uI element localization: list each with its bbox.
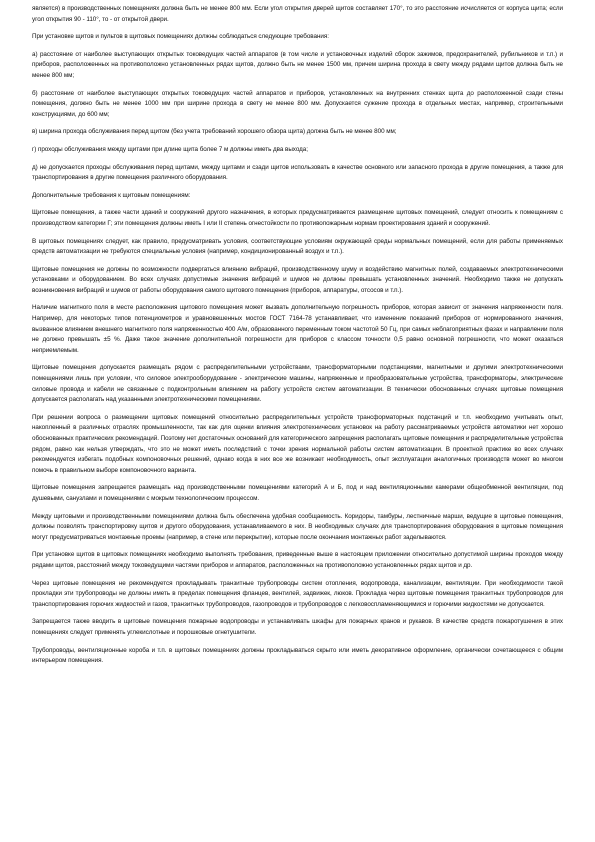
paragraph-item-g: г) проходы обслуживания между щитами при длине щита более 7 м должны иметь два выхода;	[32, 145, 308, 153]
paragraph-item-d: д) не допускается проходы обслуживания перед щитами, между щитами и сзади щитов использовать в качестве основного или запасного прохода в другие помещения, а также для транспортирования в другие помещения различного оборудования.	[32, 163, 563, 182]
paragraph-environment: В щитовых помещениях следует, как правило, предусматривать условия, соответствующие условиям окружающей среды нормальных помещений, если для работы применяемых средств автоматизации не требуются специальные условия (например, кондиционированный воздух и т.п.).	[32, 237, 563, 256]
paragraph-installation-requirements: При установке щитов в щитовых помещениях необходимо выполнять требования, приведенные выше в настоящем приложении относительно допустимой ширины проходов между рядами щитов, расстояний между токоведущими частями приборов и аппаратов, расположенных на противоположно установленных рядах щитов и др.	[32, 551, 563, 569]
paragraph-placement-near-electrical: Щитовые помещения допускается размещать рядом с распределительными устройствами, трансформаторными подстанциями, магнитными и другими электротехническими помещениями лишь при условии, что силовое электрооборудование - электрические машины, напряженные и преобразовательные устройства, трансформаторы, электрические силовые провода и кабели не связанные с подконтрольным влиянием на работу устройств систем автоматизации. В технически обоснованных случаях щитовые помещения допускается располагать над указанными электротехническими помещениями.	[32, 364, 563, 404]
paragraph-vibration: Щитовые помещения не должны по возможности подвергаться влиянию вибраций, производственному шуму и воздействию магнитных полей, создаваемых электротехническими установками и оборудованием. Во всех случаях допустимые значения вибраций и шумов не должны превышать установленных значений. Необходимо также не допускать возникновения вибраций и шумов от работы оборудования самого щитового помещения (приборов, аппаратуры, отсосов и т.п.).	[32, 265, 563, 294]
section-heading-additional: Дополнительные требования к щитовым помещениям:	[32, 191, 191, 199]
paragraph-passage-clearance: является) в производственных помещениях должна быть не менее 800 мм. Если угол открытия дверей щитов составляет 170°, то это расстояние исчисляется от корпуса щита; если угол открытия 90 - 110°, то - от открытой двери.	[32, 5, 563, 23]
paragraph-transit-pipes: Через щитовые помещения не рекомендуется прокладывать транзитные трубопроводы систем отопления, водопровода, канализации, вентиляции. При необходимости такой прокладки эти трубопроводы не должны иметь в пределах помещения фланцев, вентилей, задвижек, люков. Прокладка через щитовые помещения транзитных трубопроводов для транспортирования горючих жидкостей и газов, транзитных трубопроводов, газопроводов и трубопроводов с легковоспламеняющимися и горючими жидкостями не допускается.	[32, 579, 563, 608]
paragraph-fire-water: Запрещается также вводить в щитовые помещения пожарные водопроводы и устанавливать шкафы для пожарных кранов и рукавов. В качестве средств пожаротушения в этих помещениях следует применять углекислотные и порошковые огнетушители.	[32, 618, 563, 636]
paragraph-magnetic-field: Наличие магнитного поля в месте расположения щитового помещения может вызвать дополнительную погрешность приборов, которая зависит от значения напряженности поля. Например, для некоторых типов потенциометров и уравновешенных мостов ГОСТ 7164-78 устанавливает, что изменение показаний приборов от нормированного значения, вызванное влиянием внешнего магнитного поля напряженностью 400 А/м, образованного переменным током частотой 50 Гц, при самых неблагоприятных фазах и направлении поля не должно превышать ±5 %. Даже такое значение дополнительной погрешности для приборов с классом точности 0,5 равно основной погрешности, что может оказаться неприемлемым.	[32, 304, 563, 354]
paragraph-requirements-intro: При установке щитов и пультов в щитовых помещениях должны соблюдаться следующие требования:	[32, 33, 329, 41]
paragraph-item-v: в) ширина прохода обслуживания перед щитом (без учета требований хорошего обзора щита) должна быть не менее 800 мм;	[32, 128, 397, 136]
paragraph-pipes-hidden: Трубопроводы, вентиляционные короба и т.п. в щитовых помещениях должны прокладываться скрыто или иметь декоративное оформление, органически сочетающееся с общим интерьером помещения.	[32, 646, 563, 665]
paragraph-communication: Между щитовыми и производственными помещениями должна быть обеспечена удобная сообщаемость. Коридоры, тамбуры, лестничные марши, ведущие в щитовые помещения, должны позволять транспортировку щитов и другого оборудования, устанавливаемого в них. В необходимых случаях для транспортирования оборудования в щитовые помещения могут предусматриваться монтажные проемы (например, в стене или перекрытии), которые после окончания монтажных работ заделываются.	[32, 512, 563, 541]
paragraph-fire-category: Щитовые помещения, а также части зданий и сооружений другого назначения, в которых предусматривается размещение щитовых помещений, следует относить к помещениям с производством категории Г; эти помещения должны иметь I или II степень огнестойкости по противопожарным нормам проектирования зданий и сооружений.	[32, 209, 563, 227]
paragraph-placement-decision: При решении вопроса о размещении щитовых помещений относительно распределительных устройств трансформаторных подстанций и т.п. необходимо учитывать опыт, накопленный в различных отраслях промышленности, так как для оценки влияния электротехнических установок на работу рассматриваемых устройств автоматики нет хорошо обоснованных практических рекомендаций. Поэтому нет достаточных оснований для категорического запрещения располагать щитовые помещения и распределительные устройства рядом, равно как нельзя утверждать, что это не может иметь последствий с точки зрения нормальной работы систем автоматизации. В проектной практике во всех случаях рекомендуется избегать подобных компоновочных решений, однако когда в них все же возникает необходимость, опыт эксплуатации аналогичных производств может во многом помочь в правильном выборе компоновочного варианта.	[32, 413, 563, 474]
paragraph-prohibited-placement: Щитовые помещения запрещается размещать над производственными помещениями категорий А и Б, под и над вентиляционными камерами общеобменной вентиляции, под душевыми, санузлами и помещениями с мокрым технологическим процессом.	[32, 484, 563, 502]
paragraph-item-a: а) расстояние от наиболее выступающих открытых токоведущих частей аппаратов (в том числе и установочных изделий сборок зажимов, предохранителей, рубильников и т.п.) и приборов, расположенных на противоположно установленных рядах щитов, должно быть не менее 1500 мм, причем ширина прохода в свету между рядами щитов должна быть не менее 800 мм;	[32, 50, 563, 79]
document-body	[32, 4, 563, 674]
paragraph-item-b: б) расстояние от наиболее выступающих открытых токоведущих частей аппаратов и приборов, установленных на внутренних стенках щита до расположенной сзади стены помещения, должно быть не менее 1000 мм при ширине прохода в свету не менее 800 мм. Допускается сужение прохода в отдельных местах, например, строительными конструкциями, до 600 мм;	[32, 89, 563, 118]
